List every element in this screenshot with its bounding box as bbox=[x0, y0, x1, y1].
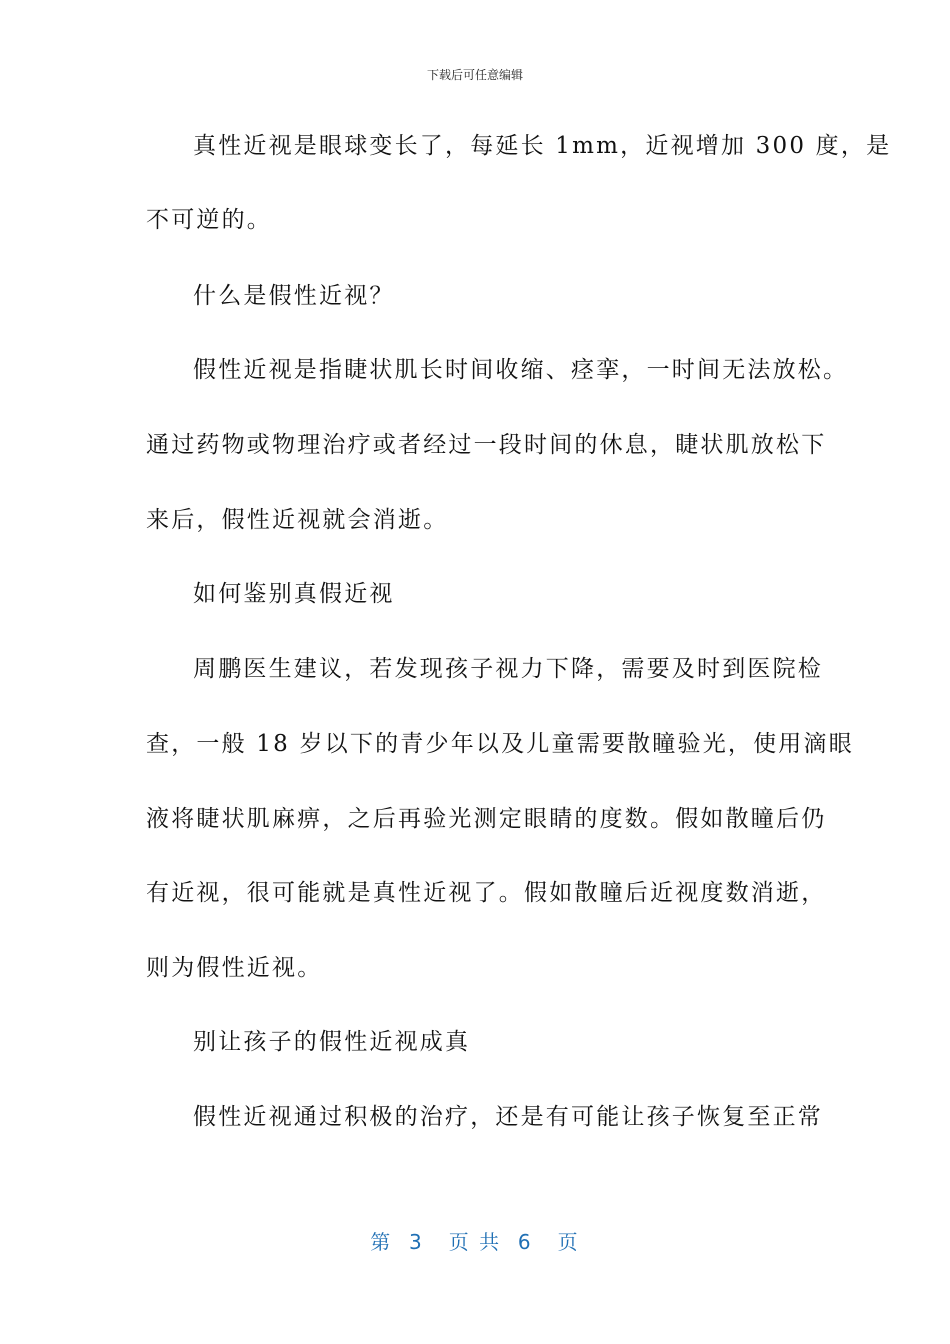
paragraph-line: 来后，假性近视就会消逝。 bbox=[146, 507, 449, 533]
section-heading: 如何鉴别真假近视 bbox=[193, 581, 395, 607]
section-heading: 什么是假性近视？ bbox=[193, 283, 395, 309]
paragraph-line: 假性近视是指睫状肌长时间收缩、痉挛，一时间无法放松。 bbox=[193, 357, 849, 383]
paragraph-line: 查，一般 18 岁以下的青少年以及儿童需要散瞳验光，使用滴眼 bbox=[146, 731, 854, 757]
section-heading: 别让孩子的假性近视成真 bbox=[193, 1029, 471, 1055]
page-footer: 第 3 页 共 6 页 bbox=[370, 1230, 580, 1254]
paragraph-line: 周鹏医生建议，若发现孩子视力下降，需要及时到医院检 bbox=[193, 656, 823, 682]
paragraph-line: 则为假性近视。 bbox=[146, 955, 323, 981]
paragraph-line: 通过药物或物理治疗或者经过一段时间的休息，睫状肌放松下 bbox=[146, 432, 827, 458]
paragraph-line: 有近视，很可能就是真性近视了。假如散瞳后近视度数消逝， bbox=[146, 880, 827, 906]
paragraph-line: 假性近视通过积极的治疗，还是有可能让孩子恢复至正常 bbox=[193, 1104, 823, 1130]
paragraph-line: 真性近视是眼球变长了，每延长 1mm，近视增加 300 度，是 bbox=[193, 133, 892, 159]
paragraph-line: 不可逆的。 bbox=[146, 207, 272, 233]
page-header: 下载后可任意编辑 bbox=[426, 68, 523, 82]
paragraph-line: 液将睫状肌麻痹，之后再验光测定眼睛的度数。假如散瞳后仍 bbox=[146, 806, 827, 832]
